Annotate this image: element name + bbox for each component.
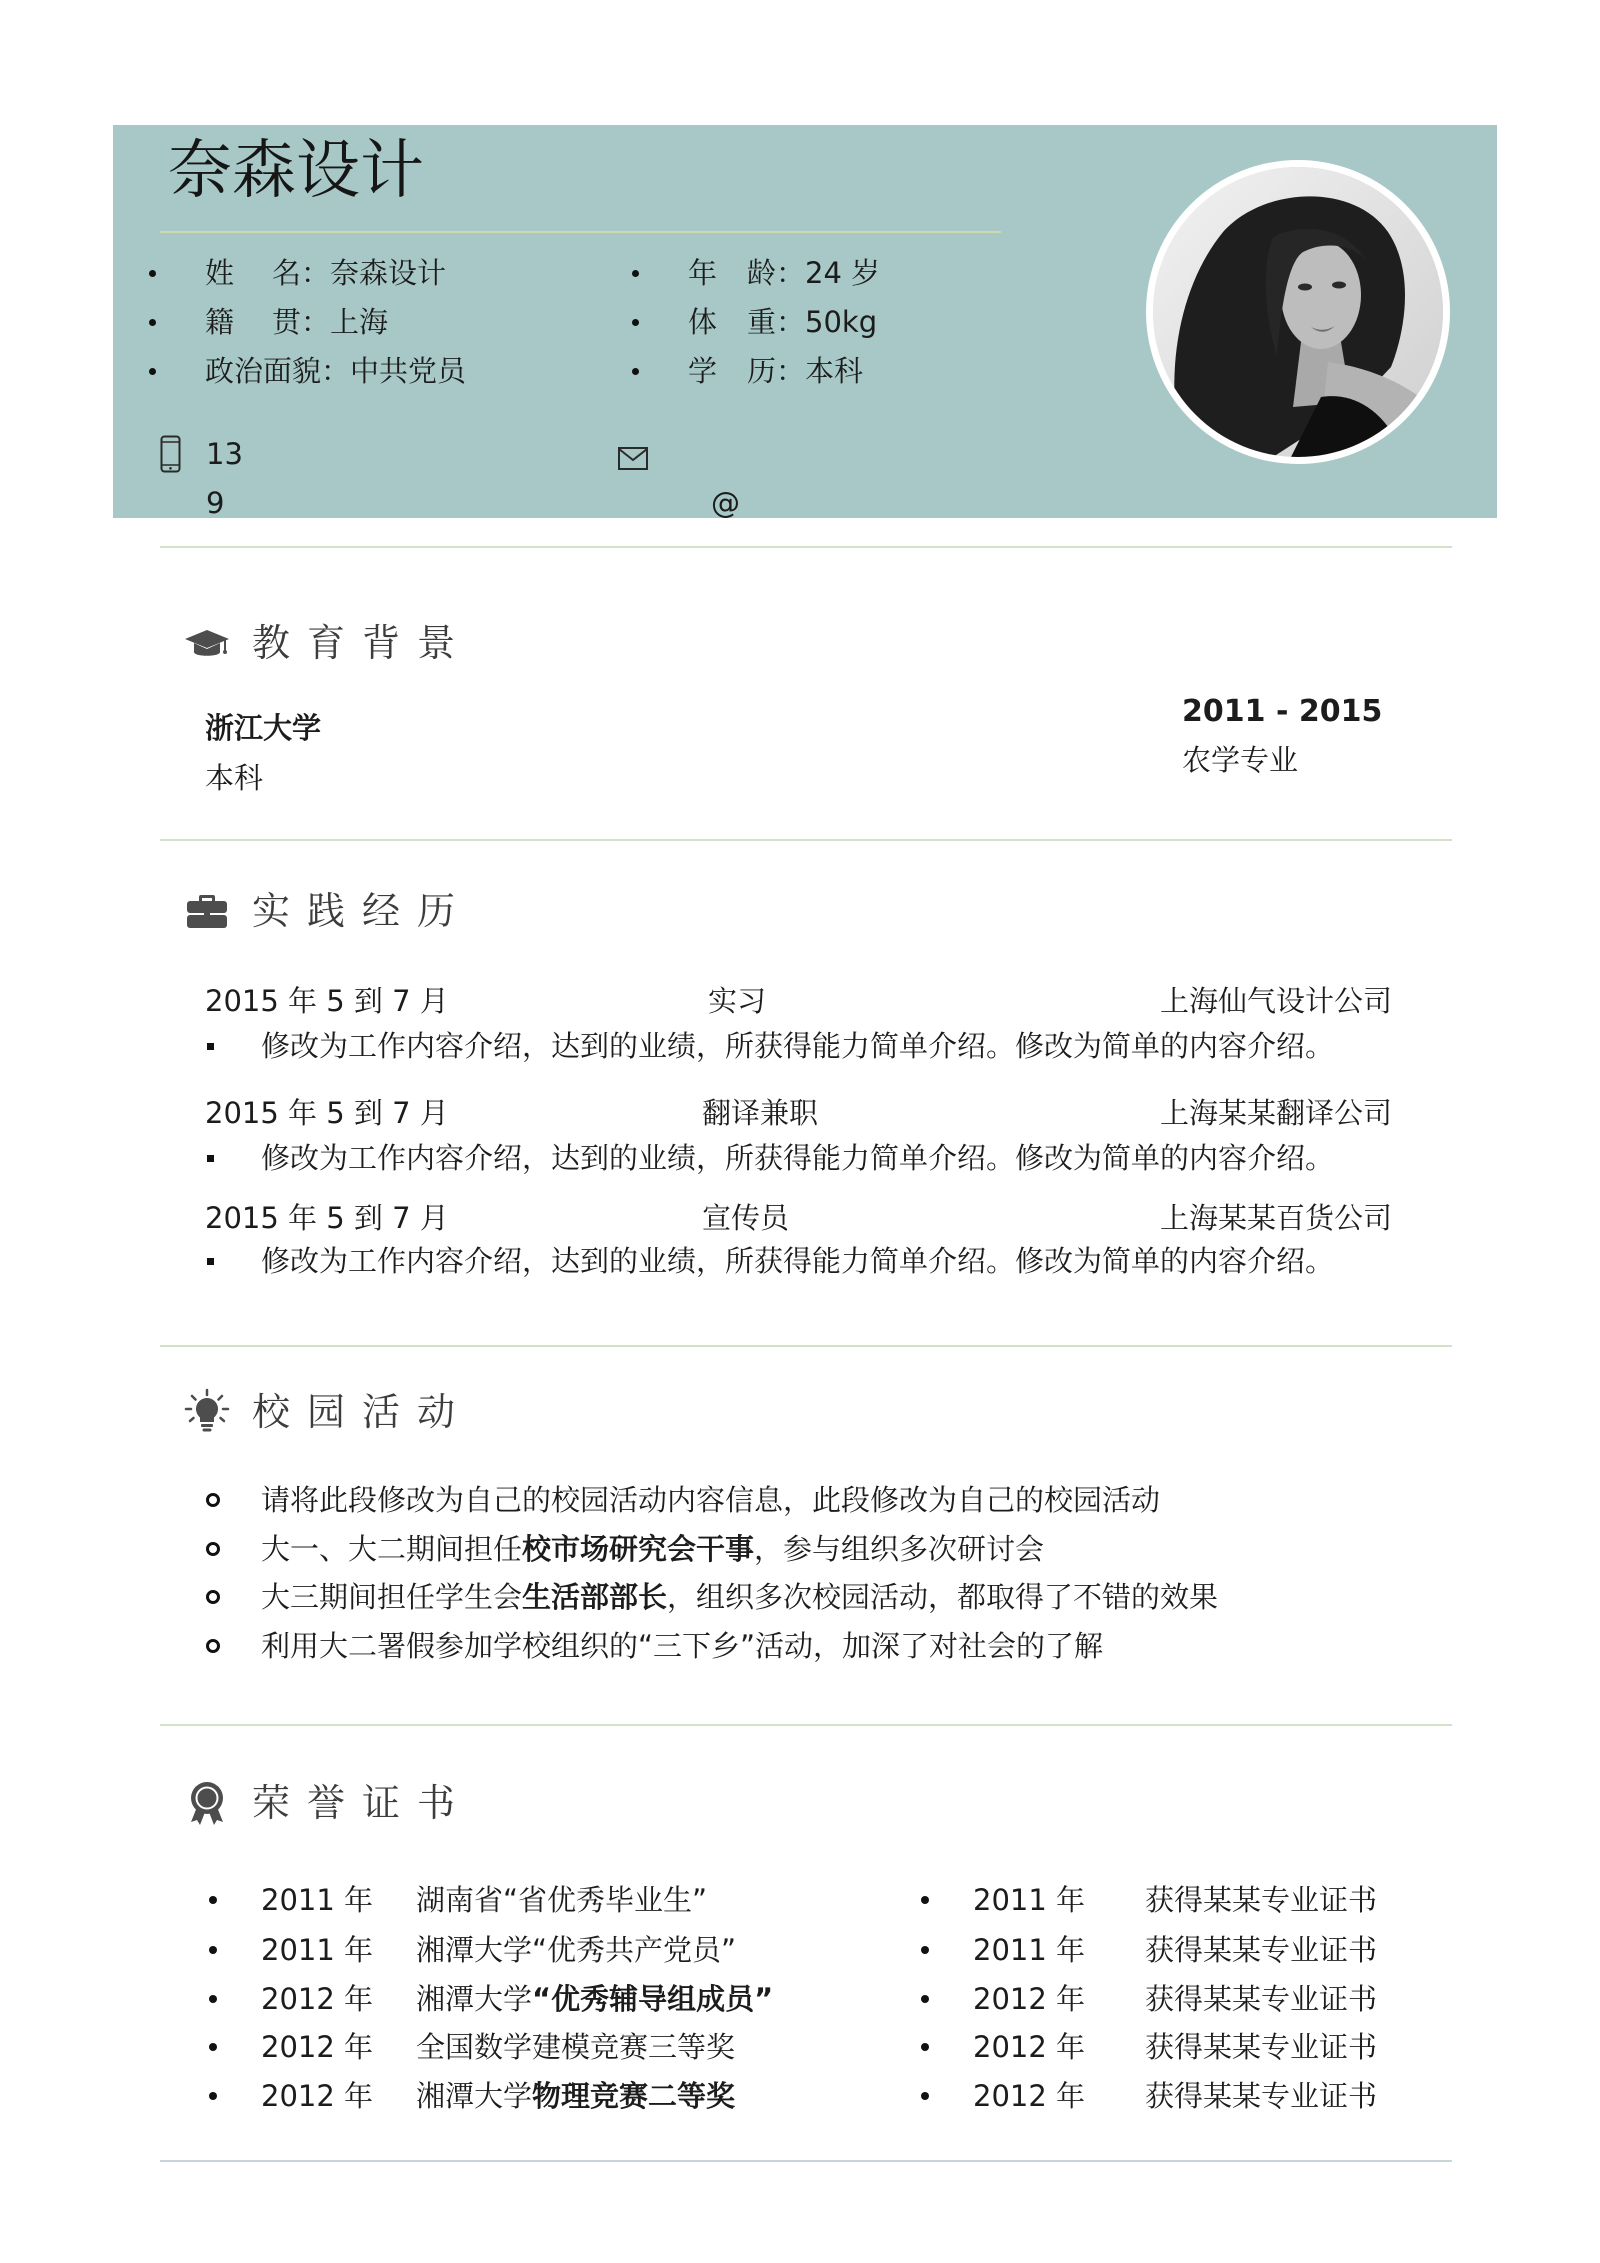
profile-photo: [1146, 160, 1450, 464]
graduation-cap-icon: [183, 619, 231, 667]
year-text: 2012 年: [973, 1982, 1086, 2016]
info-row-weight: [688, 302, 877, 342]
honor-description: [416, 1930, 736, 1970]
info-row-hometown: [205, 302, 388, 342]
experience-company: 上海某某翻译公司: [1160, 1096, 1393, 1130]
bullet: [206, 1493, 220, 1507]
info-value: 24 岁: [805, 256, 881, 290]
honor-text: 湖南省“省优秀毕业生”: [416, 1883, 708, 1917]
experience-role: 实习: [708, 984, 767, 1018]
section-divider: [160, 839, 1452, 841]
section-divider: [160, 546, 1452, 548]
honor-year: [261, 2076, 373, 2116]
bullet: [921, 1896, 929, 1904]
info-value: 中共党员: [350, 354, 467, 388]
section-title-honors: 荣誉证书: [252, 1781, 473, 1825]
experience-company: 上海仙气设计公司: [1160, 984, 1393, 1018]
phone-number-line1: 13: [206, 437, 243, 471]
bullet: [209, 1946, 217, 1954]
info-separator: ：: [321, 354, 351, 388]
bullet: [207, 1258, 214, 1265]
info-row-age: [688, 253, 880, 293]
briefcase-icon: [183, 887, 231, 935]
description-text: 修改为工作内容介绍，达到的业绩，所获得能力简单介绍。修改为简单的内容介绍。: [261, 1029, 1335, 1063]
info-label: 学 历: [688, 354, 776, 388]
campus-activity-item: [261, 1626, 1103, 1666]
info-row-political-status: [205, 351, 466, 391]
bullet: [149, 368, 156, 375]
experience-role: 宣传员: [702, 1201, 790, 1235]
honor-highlight: 物理竞赛二等奖: [532, 2079, 736, 2113]
bullet: [921, 2092, 929, 2100]
section-divider: [160, 1345, 1452, 1347]
study-period: 2011 - 2015: [1182, 694, 1383, 729]
certificate-year: [973, 2076, 1085, 2116]
bullet: [206, 1542, 220, 1556]
experience-role: 翻译兼职: [702, 1096, 819, 1130]
item-text: ，参与组织多次研讨会: [754, 1532, 1045, 1566]
certificate-year: [973, 2027, 1085, 2067]
info-label: 姓 名: [205, 256, 301, 290]
info-label: 年 龄: [688, 256, 776, 290]
experience-date: 2015 年 5 到 7 月: [205, 1096, 449, 1130]
info-row-name: [205, 253, 446, 293]
bullet: [209, 1995, 217, 2003]
bullet: [207, 1155, 214, 1162]
honor-description: [416, 1979, 773, 2019]
info-separator: ：: [776, 305, 806, 339]
honor-text: 湘潭大学: [416, 1982, 533, 2016]
info-separator: ：: [301, 256, 331, 290]
info-separator: ：: [301, 305, 331, 339]
honor-highlight: “优秀辅导组成员”: [532, 1982, 774, 2016]
certificate-description: 获得某某专业证书: [1145, 2079, 1378, 2113]
info-row-education-level: [688, 351, 863, 391]
school-name: 浙江大学: [205, 711, 322, 745]
resume-name-title: 奈森设计: [168, 134, 424, 208]
info-value: 本科: [805, 354, 864, 388]
bullet: [209, 2092, 217, 2100]
honor-text: 湘潭大学“优秀共产党员”: [416, 1933, 737, 1967]
item-text: ，组织多次校园活动，都取得了不错的效果: [667, 1580, 1219, 1614]
info-value: 50kg: [805, 305, 878, 339]
honor-text: 全国数学建模竞赛三等奖: [416, 2030, 736, 2064]
honor-description: [416, 2076, 735, 2116]
item-text: 请将此段修改为自己的校园活动内容信息，此段修改为自己的校园活动: [261, 1483, 1161, 1517]
experience-company: 上海某某百货公司: [1160, 1201, 1393, 1235]
year-text: 2011 年: [261, 1883, 374, 1917]
certificate-description: 获得某某专业证书: [1145, 1982, 1378, 2016]
section-title-education: 教育背景: [252, 621, 473, 665]
honor-text: 湘潭大学: [416, 2079, 533, 2113]
lightbulb-icon: [183, 1388, 231, 1436]
certificate-year: [973, 1979, 1085, 2019]
campus-activity-item: [261, 1577, 1218, 1617]
section-divider: [160, 2160, 1452, 2162]
bullet: [149, 270, 156, 277]
year-text: 2012 年: [261, 2030, 374, 2064]
award-icon: [183, 1779, 231, 1827]
bullet: [921, 1995, 929, 2003]
year-text: 2011 年: [973, 1883, 1086, 1917]
experience-date: 2015 年 5 到 7 月: [205, 1201, 449, 1235]
bullet: [149, 319, 156, 326]
item-text: 利用大二署假参加学校组织的“三下乡”活动，加深了对社会的了解: [261, 1629, 1104, 1663]
bullet: [209, 2043, 217, 2051]
info-label: 体 重: [688, 305, 776, 339]
description-text: 修改为工作内容介绍，达到的业绩，所获得能力简单介绍。修改为简单的内容介绍。: [261, 1141, 1335, 1175]
item-text: 大三期间担任学生会: [261, 1580, 523, 1614]
experience-description: [261, 1026, 1334, 1066]
bullet: [632, 319, 639, 326]
honor-description: [416, 2027, 735, 2067]
degree: 本科: [205, 761, 264, 795]
year-text: 2011 年: [973, 1933, 1086, 1967]
info-value: 上海: [330, 305, 389, 339]
year-text: 2012 年: [973, 2079, 1086, 2113]
info-separator: ：: [776, 354, 806, 388]
info-label: 政治面貌: [205, 354, 322, 388]
certificate-description: 获得某某专业证书: [1145, 1883, 1378, 1917]
honor-description: [416, 1880, 707, 1920]
section-divider: [160, 1724, 1452, 1726]
certificate-description: 获得某某专业证书: [1145, 2030, 1378, 2064]
info-separator: ：: [776, 256, 806, 290]
experience-description: [261, 1241, 1334, 1281]
bullet: [206, 1590, 220, 1604]
experience-description: [261, 1138, 1334, 1178]
item-highlight: 校市场研究会干事: [522, 1532, 755, 1566]
section-title-experience: 实践经历: [252, 889, 473, 933]
info-label: 籍 贯: [205, 305, 301, 339]
item-text: 大一、大二期间担任: [261, 1532, 523, 1566]
bullet: [206, 1639, 220, 1653]
mail-icon: [618, 447, 648, 470]
mobile-phone-icon: [160, 435, 181, 473]
certificate-year: [973, 1930, 1085, 1970]
bullet: [632, 368, 639, 375]
major: 农学专业: [1182, 743, 1299, 777]
certificate-year: [973, 1880, 1085, 1920]
item-highlight: 生活部部长: [522, 1580, 668, 1614]
year-text: 2011 年: [261, 1933, 374, 1967]
description-text: 修改为工作内容介绍，达到的业绩，所获得能力简单介绍。修改为简单的内容介绍。: [261, 1244, 1335, 1278]
honor-year: [261, 2027, 373, 2067]
year-text: 2012 年: [261, 2079, 374, 2113]
honor-year: [261, 1930, 373, 1970]
email-address: @: [711, 486, 740, 520]
certificate-description: 获得某某专业证书: [1145, 1933, 1378, 1967]
title-underline: [160, 231, 1001, 233]
section-title-campus: 校园活动: [252, 1390, 473, 1434]
experience-date: 2015 年 5 到 7 月: [205, 984, 449, 1018]
honor-year: [261, 1880, 373, 1920]
info-value: 奈森设计: [330, 256, 447, 290]
campus-activity-item: [261, 1480, 1160, 1520]
bullet: [921, 2043, 929, 2051]
honor-year: [261, 1979, 373, 2019]
bullet: [921, 1946, 929, 1954]
bullet: [209, 1896, 217, 1904]
year-text: 2012 年: [973, 2030, 1086, 2064]
bullet: [632, 270, 639, 277]
year-text: 2012 年: [261, 1982, 374, 2016]
phone-number-line2: 9: [206, 486, 225, 520]
campus-activity-item: [261, 1529, 1044, 1569]
bullet: [207, 1043, 214, 1050]
